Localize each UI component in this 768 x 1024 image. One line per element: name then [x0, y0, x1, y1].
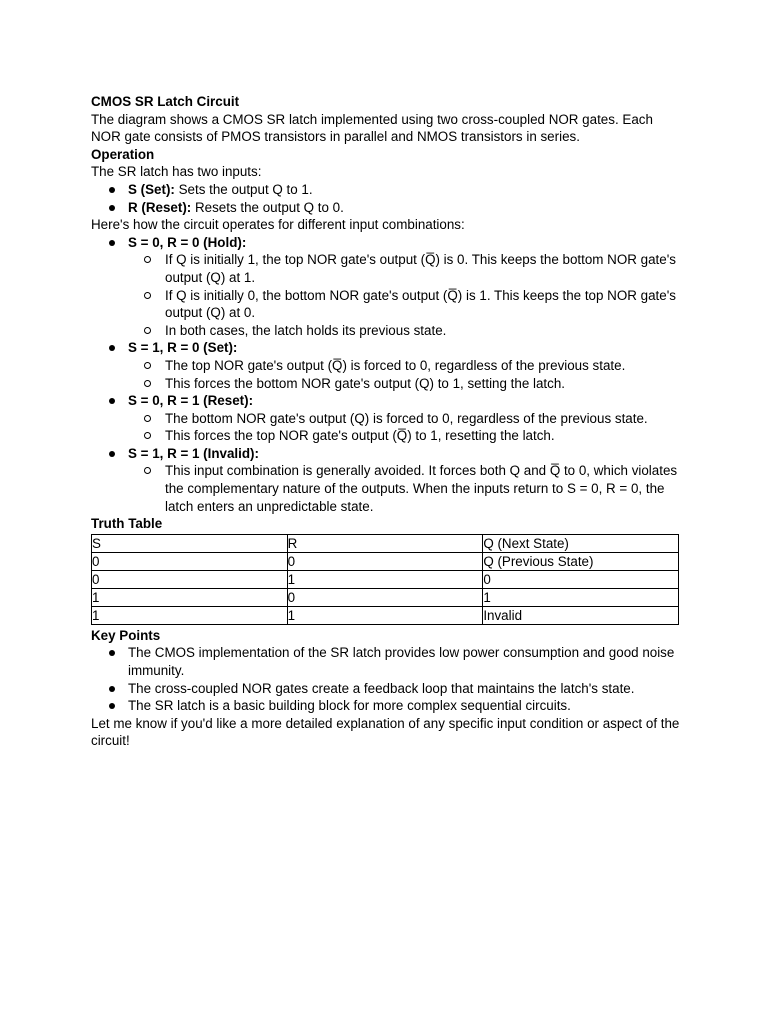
cases-list: [91, 234, 681, 516]
intro-paragraph: The diagram shows a CMOS SR latch implemented using two cross-coupled NOR gates. Each NOR gate consists of PMOS transistors in parallel and NMOS transistors in series.: [91, 111, 653, 145]
case-text: The top NOR gate's output (Q̅) is forced to 0, regardless of the previous state.: [165, 357, 626, 373]
document-body: [91, 93, 681, 750]
circle-bullet-icon: [144, 327, 151, 334]
table-cell: 1: [92, 606, 288, 624]
list-item: [165, 375, 681, 393]
circle-bullet-icon: [144, 467, 151, 474]
bullet-icon: [109, 345, 115, 351]
table-cell: 1: [483, 588, 679, 606]
case-text: If Q is initially 0, the bottom NOR gate's output (Q̅) is 1. This keeps the top NOR gate's output (Q) at 0.: [165, 287, 676, 321]
inputs-intro: The SR latch has two inputs:: [91, 164, 262, 180]
circle-bullet-icon: [144, 292, 151, 299]
key-points-heading: Key Points: [91, 627, 161, 643]
bullet-icon: [109, 703, 115, 709]
truth-table-heading: Truth Table: [91, 516, 163, 532]
table-header-cell: Q (Next State): [483, 534, 679, 552]
bullet-icon: [109, 240, 115, 246]
list-item: [128, 680, 681, 698]
circle-bullet-icon: [144, 256, 151, 263]
table-row: [92, 588, 679, 606]
list-item: [128, 697, 681, 715]
table-cell: 1: [287, 570, 483, 588]
input-text: Resets the output Q to 0.: [191, 199, 344, 215]
case-sublist: [128, 357, 681, 392]
key-point-text: The cross-coupled NOR gates create a feedback loop that maintains the latch's state.: [128, 680, 635, 696]
list-item: [165, 462, 681, 515]
table-cell: 1: [287, 606, 483, 624]
table-header-row: [92, 534, 679, 552]
table-cell: Invalid: [483, 606, 679, 624]
bullet-icon: [109, 650, 115, 656]
table-header-cell: R: [287, 534, 483, 552]
table-row: [92, 606, 679, 624]
key-point-text: The CMOS implementation of the SR latch provides low power consumption and good noise immunity.: [128, 645, 675, 679]
case-text: This forces the bottom NOR gate's output (Q) to 1, setting the latch.: [165, 375, 565, 391]
input-term: R (Reset):: [128, 199, 192, 215]
table-cell: 0: [287, 588, 483, 606]
bullet-icon: [109, 187, 115, 193]
table-row: [92, 570, 679, 588]
input-text: Sets the output Q to 1.: [174, 181, 313, 197]
case-sublist: [128, 251, 681, 339]
table-cell: 0: [92, 570, 288, 588]
case-text: The bottom NOR gate's output (Q) is forced to 0, regardless of the previous state.: [165, 410, 648, 426]
case-label: S = 0, R = 1 (Reset):: [128, 393, 254, 409]
case-label: S = 1, R = 0 (Set):: [128, 340, 238, 356]
circle-bullet-icon: [144, 362, 151, 369]
case-text: If Q is initially 1, the top NOR gate's output (Q̅) is 0. This keeps the bottom NOR gate's output (Q) at 1.: [165, 252, 676, 285]
circle-bullet-icon: [144, 432, 151, 439]
list-item: [165, 357, 681, 375]
table-row: [92, 552, 679, 570]
table-cell: Q (Previous State): [483, 552, 679, 570]
closing-paragraph: Let me know if you'd like a more detailed explanation of any specific input condition or aspect of the circuit!: [91, 715, 680, 749]
list-item: [165, 427, 681, 445]
case-text: This forces the top NOR gate's output (Q̅) to 1, resetting the latch.: [165, 428, 555, 444]
table-header-cell: S: [92, 534, 288, 552]
case-text: This input combination is generally avoided. It forces both Q and Q̅ to 0, which violates the complementary nature of the outputs. When the inputs return to S = 0, R = 0, the latch enters an unpredictable state.: [165, 463, 678, 514]
bullet-icon: [109, 205, 115, 211]
case-item: [128, 234, 681, 340]
table-cell: 1: [92, 588, 288, 606]
list-item: [128, 199, 681, 217]
table-cell: 0: [483, 570, 679, 588]
case-label: S = 0, R = 0 (Hold):: [128, 234, 247, 250]
case-item: [128, 392, 681, 445]
case-item: [128, 339, 681, 392]
list-item: [165, 322, 681, 340]
document-title: CMOS SR Latch Circuit: [91, 94, 240, 109]
case-text: In both cases, the latch holds its previous state.: [165, 322, 447, 338]
list-item: [165, 410, 681, 428]
table-cell: 0: [92, 552, 288, 570]
list-item: [128, 181, 681, 199]
case-sublist: [128, 410, 681, 445]
case-label: S = 1, R = 1 (Invalid):: [128, 445, 259, 461]
circle-bullet-icon: [144, 415, 151, 422]
list-item: [165, 251, 681, 286]
list-item: [165, 287, 681, 322]
bullet-icon: [109, 398, 115, 404]
key-point-text: The SR latch is a basic building block for more complex sequential circuits.: [128, 698, 571, 714]
table-cell: 0: [287, 552, 483, 570]
combos-intro: Here's how the circuit operates for different input combinations:: [91, 217, 465, 233]
list-item: [128, 644, 681, 679]
circle-bullet-icon: [144, 380, 151, 387]
bullet-icon: [109, 451, 115, 457]
input-term: S (Set):: [128, 181, 175, 197]
key-points-list: [91, 644, 681, 714]
case-item: [128, 445, 681, 515]
bullet-icon: [109, 686, 115, 692]
truth-table: [91, 534, 679, 625]
operation-heading: Operation: [91, 146, 155, 162]
inputs-list: [91, 181, 681, 216]
case-sublist: [128, 462, 681, 515]
